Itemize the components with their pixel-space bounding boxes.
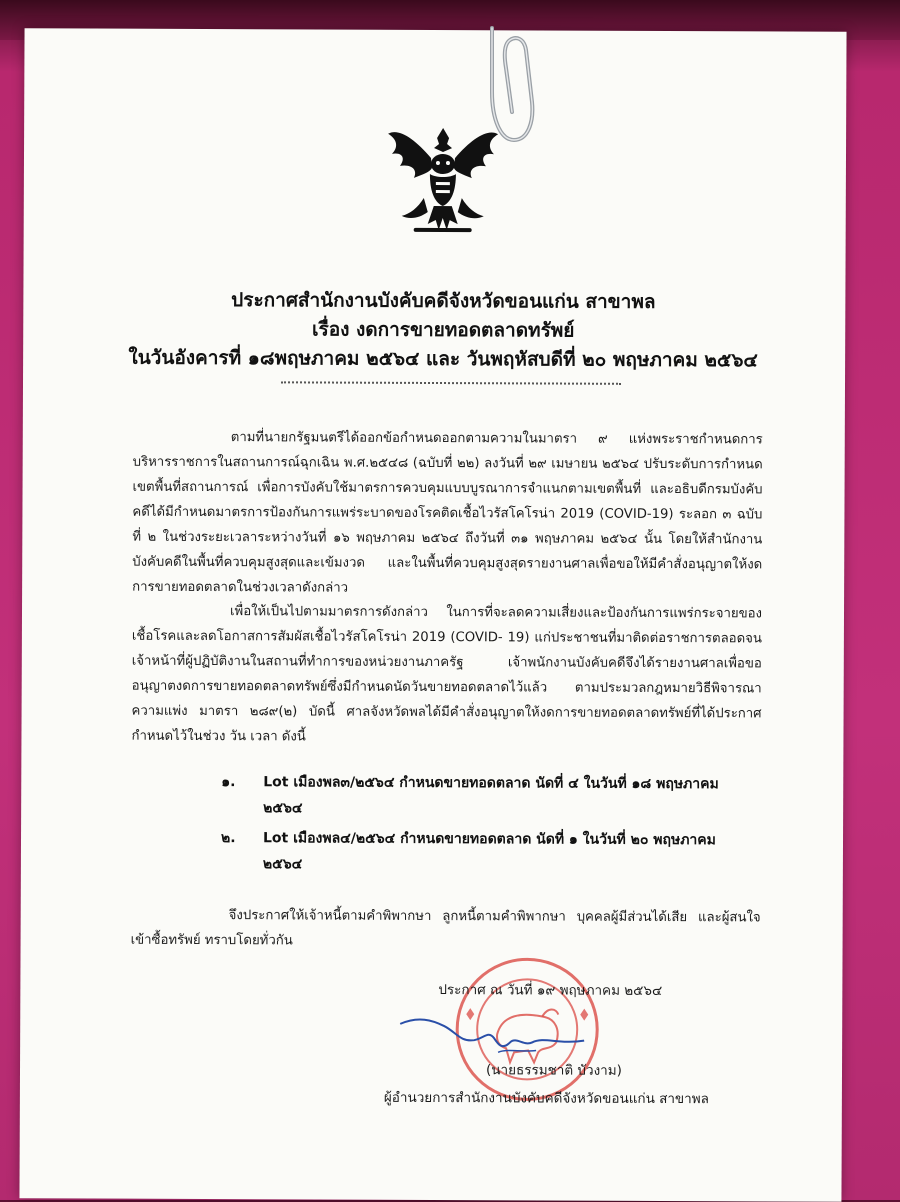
list-item: [221, 769, 781, 823]
paragraph-1: ตามที่นายกรัฐมนตรีได้ออกข้อกำหนดออกตามความในมาตรา ๙ แห่งพระราชกำหนดการบริหารราชการในสถานการณ์ฉุกเฉิน พ.ศ.๒๕๔๘ (ฉบับที่ ๒๒) ลงวันที่ ๒๙ เมษายน ๒๕๖๔ ปรับระดับการกำหนดเขตพื้นที่สถานการณ์ เพื่อการบังคับใช้มาตรการควบคุมแบบบูรณาการจำแนกตามเขตพื้นที่ และอธิบดีกรมบังคับคดีได้มีกำหนดมาตรการป้องกันการแพร่ระบาดของโรคติดเชื้อไวรัสโคโรน่า 2019 (COVID-19) ระลอก ๓ ฉบับที่ ๒ ในช่วงระยะเวลาระหว่างวันที่ ๑๖ พฤษภาคม ๒๕๖๔ ถึงวันที่ ๓๑ พฤษภาคม ๒๕๖๔ นั้น โดยให้สำนักงานบังคับคดีในพื้นที่ควบคุมสูงสุดและเข้มงวด และในพื้นที่ควบคุมสูงสุดรายงานศาลเพื่อขอให้มีคำสั่งอนุญาตให้งดการขายทอดตลาดในช่วงเวลาดังกล่าว: [132, 430, 763, 596]
notice-title: ประกาศสำนักงานบังคับคดีจังหวัดขอนแก่น สาขาพล: [231, 289, 656, 313]
item-number: ๒.: [220, 830, 236, 847]
document-paper: [19, 28, 846, 1202]
signer-title: ผู้อำนวยการสำนักงานบังคับคดีจังหวัดขอนแก่น สาขาพล: [383, 1089, 709, 1108]
announcement-date: ประกาศ ณ วันที่ ๑๙ พฤษภาคม ๒๕๖๔: [438, 982, 663, 1000]
item-text-continued: ๒๕๖๔: [263, 800, 303, 817]
item-number: ๑.: [221, 774, 236, 791]
handwritten-signature: [398, 1012, 588, 1063]
notice-dates: ในวันอังคารที่ ๑๘พฤษภาคม ๒๕๖๔ และ วันพฤหัสบดีที่ ๒๐ พฤษภาคม ๒๕๖๔: [128, 346, 758, 372]
item-text: Lot เมืองพล๓/๒๕๖๔ กำหนดขายทอดตลาด นัดที่ ๔ ในวันที่ ๑๘ พฤษภาคม: [263, 774, 719, 793]
signer-name: (นายธรรมชาติ บัวงาม): [485, 1062, 622, 1079]
item-text: Lot เมืองพล๔/๒๕๖๔ กำหนดขายทอดตลาด นัดที่ ๑ ในวันที่ ๒๐ พฤษภาคม: [262, 830, 716, 849]
paragraph-2: เพื่อให้เป็นไปตามมาตรการดังกล่าว ในการที่จะลดความเสี่ยงและป้องกันการแพร่กระจายของเชื้อโรคและลดโอกาสการสัมผัสเชื้อไวรัสโคโรน่า 2019 (COVID- 19) แก่ประชาชนที่มาติดต่อราชการตลอดจนเจ้าหน้าที่ผู้ปฏิบัติงานในสถานที่ทำการของหน่วยงานภาครัฐ เจ้าพนักงานบังคับคดีจึงได้รายงานศาลเพื่อขออนุญาตงดการขายทอดตลาดทรัพย์ซึ่งมีกำหนดนัดวันขายทอดตลาดไว้แล้ว ตามประมวลกฎหมายวิธีพิจารณาความแพ่ง มาตรา ๒๘๙(๒) บัดนี้ ศาลจังหวัดพลได้มีคำสั่งอนุญาตให้งดการขายทอดตลาดทรัพย์ที่ได้ประกาศกำหนดไว้ในช่วง วัน เวลา ดังนี้: [131, 604, 763, 745]
notice-subject: เรื่อง งดการขายทอดตลาดทรัพย์: [311, 318, 575, 342]
paragraph-3: จึงประกาศให้เจ้าหนี้ตามคำพิพากษา ลูกหนี้ตามคำพิพากษา บุคคลผู้มีส่วนได้เสีย และผู้สนใจเข้าซื้อทรัพย์ ทราบโดยทั่วกัน: [130, 908, 761, 949]
list-item: [221, 825, 781, 879]
auction-list: [221, 769, 781, 883]
dotted-divider: [281, 381, 621, 384]
item-text-continued: ๒๕๖๔: [262, 856, 303, 873]
paper-clip-icon: [478, 22, 548, 152]
